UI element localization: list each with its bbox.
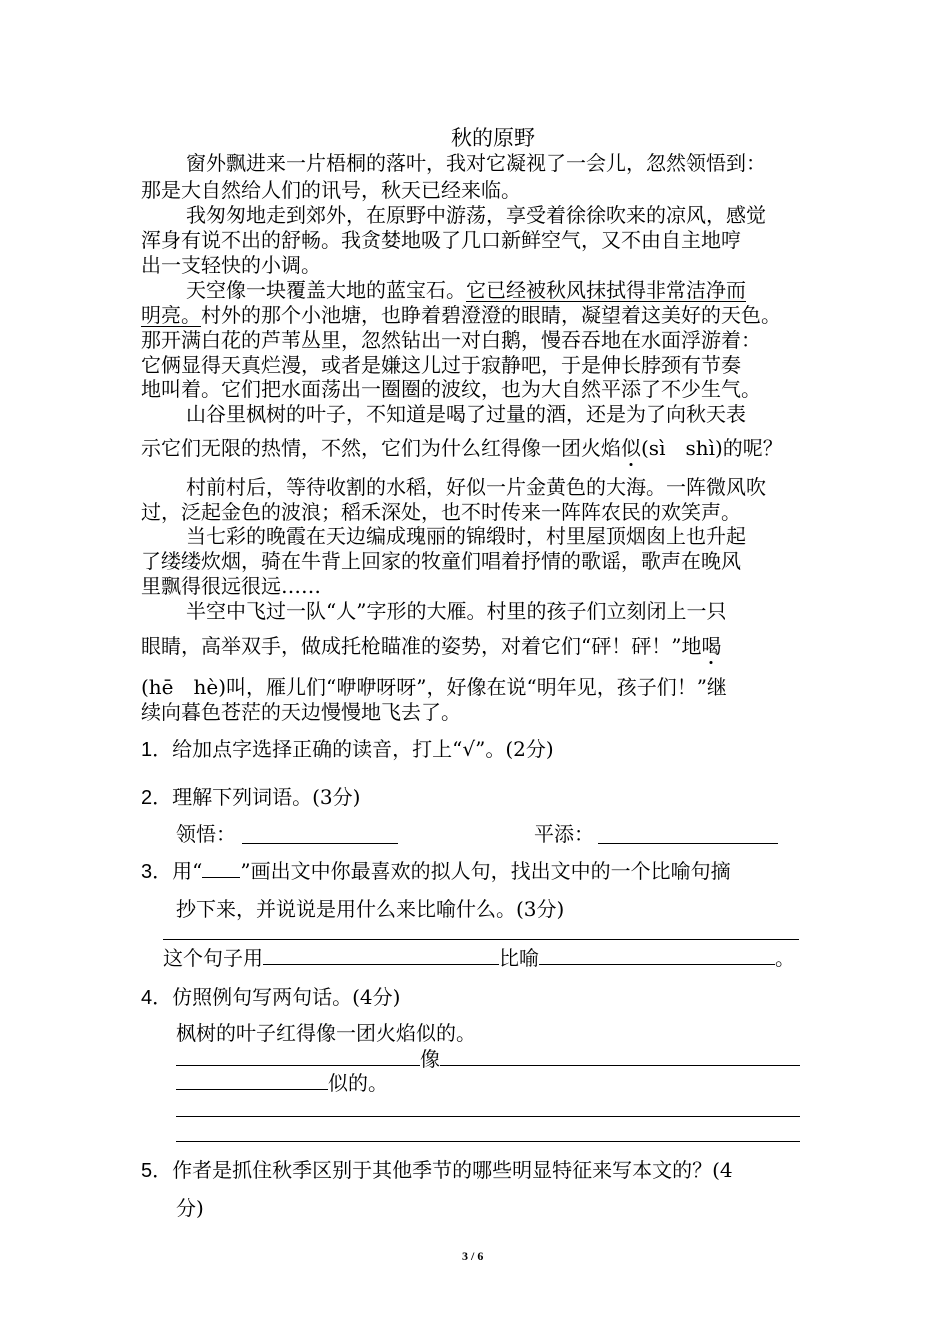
answer-blank[interactable] [598,843,778,844]
fill-text: 似的。 [328,1071,388,1095]
answer-blank[interactable] [440,1047,800,1066]
answer-blank[interactable] [176,1071,328,1090]
passage-line: 我匆匆地走到郊外，在原野中游荡，享受着徐徐吹来的凉风，感觉 [186,203,766,227]
question-5 [141,1158,733,1183]
answer-blank[interactable] [242,843,398,844]
fill-sentence [163,946,795,970]
question-number: 3． [141,861,173,883]
answer-blank[interactable] [176,1047,420,1066]
passage-line [141,634,721,658]
answer-blank[interactable] [263,946,499,965]
passage-line: 地叫着。它们把水面荡出一圈圈的波纹，也为大自然平添了不少生气。 [141,377,761,401]
pinyin-options: (sì shì)的呢？ [641,436,783,460]
question-4 [141,985,400,1010]
question-text: 理解下列词语。(3分) [172,785,361,809]
sentence-text: 示它们无限的热情，不然，它们为什么红得像一团火焰 [141,436,621,460]
question-2 [141,785,360,810]
term-1-label: 领悟： [176,822,236,846]
passage-line: 出一支轻快的小调。 [141,253,321,277]
passage-line: 半空中飞过一队“人”字形的大雁。村里的孩子们立刻闭上一只 [186,599,727,623]
question-text: 给加点字选择正确的读音，打上“√”。(2分) [172,737,554,761]
question-number: 1． [141,739,173,761]
question-text: 抄下来，并说说是用什么来比喻什么。(3分) [176,897,565,921]
passage-line: 里飘得很远很远…… [141,574,321,598]
passage-line: 续向暮色苍茫的天边慢慢地飞去了。 [141,700,461,724]
fill-text: 。 [775,946,795,970]
term-2-label: 平添： [534,822,594,846]
sentence-text: 眼睛，高举双手，做成托枪瞄准的姿势，对着它们“砰！砰！”地 [141,634,702,658]
question-text: 作者是抓住秋季区别于其他季节的哪些明显特征来写本文的？(4 [172,1158,733,1182]
page-number: 3 / 6 [462,1249,484,1263]
passage-line: 窗外飘进来一片梧桐的落叶，我对它凝视了一会儿，忽然领悟到： [186,151,766,175]
passage-title: 秋的原野 [451,126,535,150]
sentence-text: 村外的那个小池塘，也睁着碧澄澄的眼睛，凝望着这美好的天色。 [201,303,781,327]
sentence-text: 天空像一块覆盖大地的蓝宝石。 [186,278,466,302]
underlined-sentence: 明亮。 [141,303,201,327]
answer-blank[interactable] [539,946,775,965]
answer-line[interactable] [176,1141,800,1142]
passage-line: 村前村后，等待收割的水稻，好似一片金黄色的大海。一阵微风吹 [186,475,766,499]
passage-line: 山谷里枫树的叶子，不知道是喝了过量的酒，还是为了向秋天表 [186,402,746,426]
dotted-char: 似 [621,436,641,460]
question-text: 分) [176,1196,204,1220]
passage-line: 了缕缕炊烟，骑在牛背上回家的牧童们唱着抒情的歌谣，歌声在晚风 [141,549,741,573]
passage-line: 那是大自然给人们的讯号，秋天已经来临。 [141,178,521,202]
example-sentence: 枫树的叶子红得像一团火焰似的。 [176,1021,476,1045]
question-text: ”画出文中你最喜欢的拟人句，找出文中的一个比喻句摘 [240,859,731,883]
passage-line: 过，泛起金色的波浪；稻禾深处，也不时传来一阵阵农民的欢笑声。 [141,500,741,524]
question-number: 5． [141,1160,173,1182]
question-1 [141,737,554,762]
passage-line [141,436,783,460]
answer-line[interactable] [176,1116,800,1117]
passage-line: 那开满白花的芦苇丛里，忽然钻出一对白鹅，慢吞吞地在水面浮游着： [141,328,761,352]
question-number: 2． [141,787,173,809]
passage-line: 浑身有说不出的舒畅。我贪婪地吸了几口新鲜空气，又不由自主地哼 [141,228,741,252]
dotted-char: 喝 [701,634,722,658]
passage-line: (hē hè)叫，雁儿们“咿咿呀呀”，好像在说“明年见，孩子们！”继 [141,675,727,699]
underline-marker [202,859,240,878]
underlined-sentence: 它已经被秋风抹拭得非常洁净而 [466,278,746,302]
passage-line: 当七彩的晚霞在天边编成瑰丽的锦缎时，村里屋顶烟囱上也升起 [186,524,746,548]
passage-line: 它俩显得天真烂漫，或者是嫌这儿过于寂静吧，于是伸长脖颈有节奏 [141,353,741,377]
question-number: 4． [141,987,173,1009]
fill-text: 像 [420,1047,440,1071]
answer-line[interactable] [163,939,799,940]
fill-sentence [176,1047,800,1071]
fill-text: 这个句子用 [163,946,263,970]
question-text: 仿照例句写两句话。(4分) [172,985,401,1009]
question-text: 用“ [172,859,203,883]
question-3 [141,859,731,884]
passage-line [141,303,781,327]
fill-sentence [176,1071,388,1095]
passage-line [186,278,746,302]
fill-text: 比喻 [499,946,539,970]
